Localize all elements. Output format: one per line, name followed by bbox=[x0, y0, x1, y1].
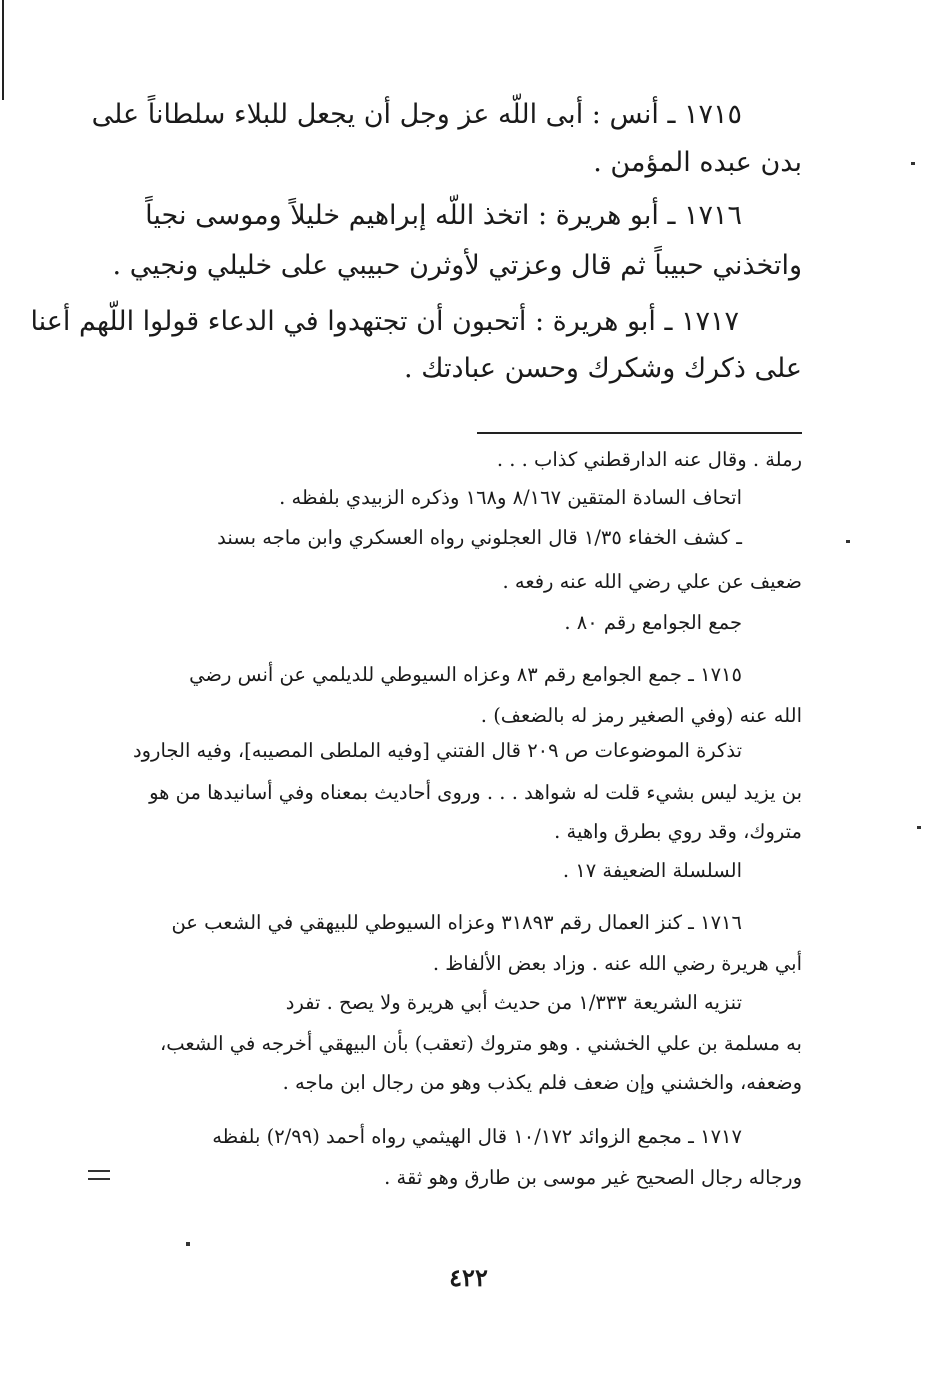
footnote-line: تذكرة الموضوعات ص ٢٠٩ قال الفتني [وفيه الملطى المصيبه]، وفيه الجارود bbox=[132, 739, 742, 762]
scan-speck bbox=[911, 162, 915, 165]
footnote-line: وضعفه، والخشني وإن ضعف فلم يكذب وهو من رجال ابن ماجه . bbox=[282, 1071, 802, 1094]
footnote-line: ورجاله رجال الصحيح غير موسى بن طارق وهو ثقة . bbox=[384, 1166, 802, 1189]
footnote-line: اتحاف السادة المتقين ٨/١٦٧ و١٦٨ وذكره الزبيدي بلفظه . bbox=[279, 486, 742, 509]
footnote-line: رملة . وقال عنه الدارقطني كذاب . . . bbox=[496, 448, 802, 471]
hadith-1717-line-1: ١٧١٧ ـ أبو هريرة : أتحبون أن تجتهدوا في الدعاء قولوا اللّهم أعنا bbox=[30, 306, 739, 337]
footnote-line: تنزيه الشريعة ١/٣٣٣ من حديث أبي هريرة ولا يصح . تفرد bbox=[285, 991, 742, 1014]
footnote-line: بن يزيد ليس بشيء قلت له شواهد . . . وروى أحاديث بمعناه وفي أسانيدها من هو bbox=[149, 781, 802, 804]
hadith-1717-line-2: على ذكرك وشكرك وحسن عبادتك . bbox=[404, 353, 802, 384]
scan-speck bbox=[186, 1242, 190, 1246]
hadith-1716-line-2: واتخذني حبيباً ثم قال وعزتي لأوثرن حبيبي على خليلي ونجيي . bbox=[112, 250, 802, 281]
footnote-line: السلسلة الضعيفة ١٧ . bbox=[562, 859, 742, 882]
page-number: ٤٢٢ bbox=[449, 1263, 488, 1292]
footnote-line: ١٧١٧ ـ مجمع الزوائد ١٠/١٧٢ قال الهيثمي رواه أحمد (٢/٩٩) بلفظه bbox=[212, 1125, 742, 1148]
footnote-line: ضعيف عن علي رضي الله عنه رفعه . bbox=[502, 570, 802, 593]
footnote-line: ـ كشف الخفاء ١/٣٥ قال العجلوني رواه العسكري وابن ماجه بسند bbox=[217, 526, 742, 549]
footnote-separator bbox=[477, 432, 802, 434]
hadith-1715-line-1: ١٧١٥ ـ أنس : أبى اللّه عز وجل أن يجعل للبلاء سلطاناً على bbox=[91, 99, 742, 130]
hadith-1715-line-2: بدن عبده المؤمن . bbox=[593, 147, 802, 178]
footnote-line: ١٧١٦ ـ كنز العمال رقم ٣١٨٩٣ وعزاه السيوطي للبيهقي في الشعب عن bbox=[171, 911, 742, 934]
footnote-line: الله عنه (وفي الصغير رمز له بالضعف) . bbox=[480, 704, 802, 727]
footnote-line: به مسلمة بن علي الخشني . وهو متروك (تعقب) بأن البيهقي أخرجه في الشعب، bbox=[159, 1032, 802, 1055]
scan-mark bbox=[88, 1178, 110, 1180]
footnote-line: ١٧١٥ ـ جمع الجوامع رقم ٨٣ وعزاه السيوطي للديلمي عن أنس رضي bbox=[189, 663, 742, 686]
scan-edge-line bbox=[2, 0, 4, 100]
footnote-line: متروك، وقد روي بطرق واهية . bbox=[554, 820, 802, 843]
footnote-line: أبي هريرة رضي الله عنه . وزاد بعض الألفاظ . bbox=[432, 952, 802, 975]
scan-speck bbox=[917, 826, 921, 829]
scan-speck bbox=[846, 540, 850, 543]
hadith-1716-line-1: ١٧١٦ ـ أبو هريرة : اتخذ اللّه إبراهيم خليلاً وموسى نجياً bbox=[145, 200, 742, 231]
footnote-line: جمع الجوامع رقم ٨٠ . bbox=[564, 611, 742, 634]
scan-mark bbox=[88, 1170, 110, 1172]
